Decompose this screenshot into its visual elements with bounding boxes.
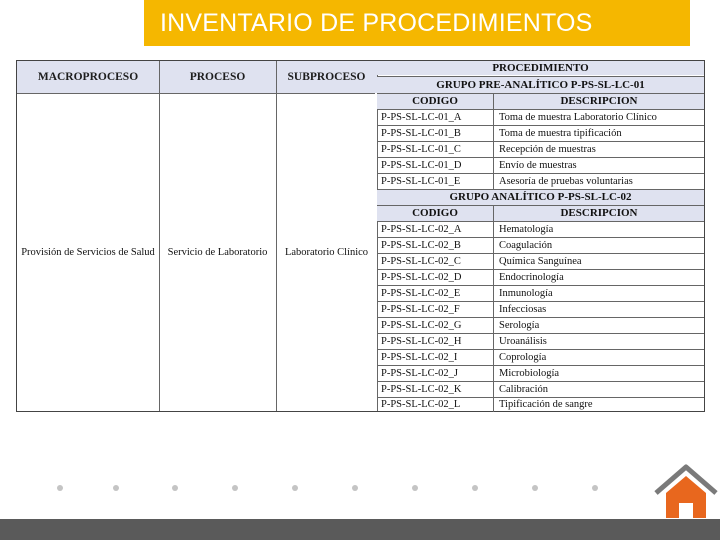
cell-macroproceso: Provisión de Servicios de Salud xyxy=(21,246,155,258)
home-icon[interactable] xyxy=(652,463,720,521)
dot xyxy=(232,485,238,491)
dot xyxy=(532,485,538,491)
dot xyxy=(292,485,298,491)
table-row: P-PS-SL-LC-01_E Asesoría de pruebas voluntarias xyxy=(377,173,704,189)
footer-bar xyxy=(0,519,720,540)
table-row: P-PS-SL-LC-02_G Serología xyxy=(377,317,704,333)
table-row: P-PS-SL-LC-01_A Toma de muestra Laboratorio Clínico xyxy=(377,109,704,125)
table-row: P-PS-SL-LC-01_C Recepción de muestras xyxy=(377,141,704,157)
dot xyxy=(592,485,598,491)
table-row: P-PS-SL-LC-02_H Uroanálisis xyxy=(377,333,704,349)
group1-subheader xyxy=(377,93,704,109)
dot xyxy=(352,485,358,491)
group-title-analitico: GRUPO ANALÍTICO P-PS-SL-LC-02 xyxy=(377,189,704,205)
descripcion-label: DESCRIPCION xyxy=(560,95,638,107)
descripcion-label: DESCRIPCION xyxy=(560,207,638,219)
page-title: INVENTARIO DE PROCEDIMIENTOS xyxy=(160,8,593,37)
table-row: P-PS-SL-LC-02_B Coagulación xyxy=(377,237,704,253)
table-row: P-PS-SL-LC-02_K Calibración xyxy=(377,381,704,397)
table-row: P-PS-SL-LC-02_A Hematología xyxy=(377,221,704,237)
table-row: P-PS-SL-LC-01_D Envío de muestras xyxy=(377,157,704,173)
dot xyxy=(472,485,478,491)
header-procedimiento: PROCEDIMIENTO xyxy=(377,61,704,75)
header-macroproceso: MACROPROCESO xyxy=(17,61,159,93)
dot xyxy=(113,485,119,491)
cell-proceso: Servicio de Laboratorio xyxy=(167,246,268,258)
table-row: P-PS-SL-LC-02_I Coprología xyxy=(377,349,704,365)
title-bar xyxy=(144,0,690,46)
codigo-label: CODIGO xyxy=(377,94,494,109)
procedures-table xyxy=(16,60,705,412)
table-row: P-PS-SL-LC-02_J Microbiología xyxy=(377,365,704,381)
group2-subheader xyxy=(377,205,704,221)
table-row: P-PS-SL-LC-02_E Inmunología xyxy=(377,285,704,301)
table-row: P-PS-SL-LC-01_B Toma de muestra tipificación xyxy=(377,125,704,141)
procedure-section xyxy=(377,61,704,411)
table-row: P-PS-SL-LC-02_C Química Sanguínea xyxy=(377,253,704,269)
header-proceso: PROCESO xyxy=(159,61,276,93)
table-row: P-PS-SL-LC-02_D Endocrinología xyxy=(377,269,704,285)
codigo-label: CODIGO xyxy=(377,206,494,221)
dot xyxy=(57,485,63,491)
header-subproceso: SUBPROCESO xyxy=(276,61,377,93)
dot xyxy=(412,485,418,491)
table-row: P-PS-SL-LC-02_F Infecciosas xyxy=(377,301,704,317)
table-row: P-PS-SL-LC-02_L Tipificación de sangre xyxy=(377,397,704,412)
cell-subproceso: Laboratorio Clínico xyxy=(284,246,369,258)
group-title-pre-analitico: GRUPO PRE-ANALÍTICO P-PS-SL-LC-01 xyxy=(377,76,704,93)
dot xyxy=(172,485,178,491)
